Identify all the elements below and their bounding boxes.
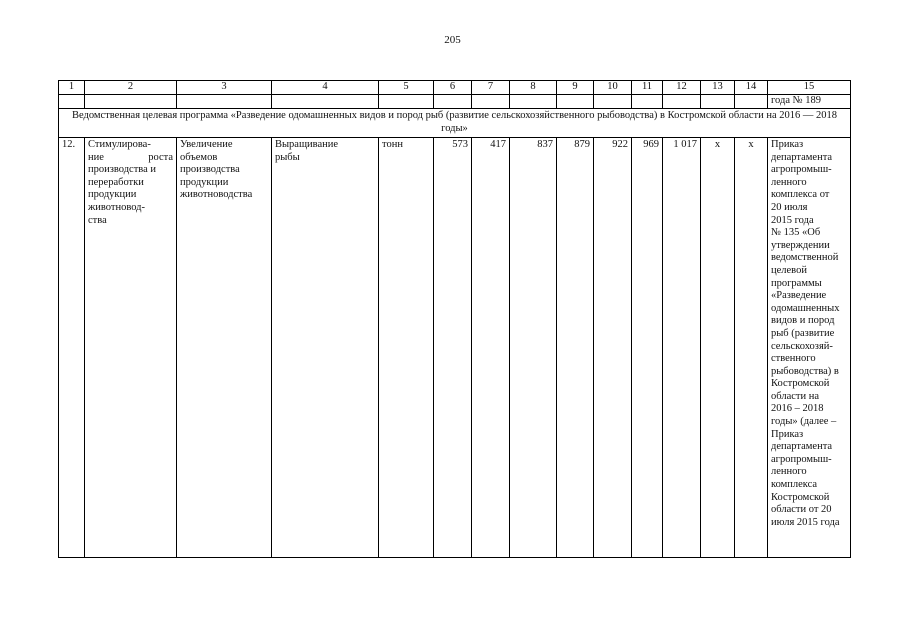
value-cell: 969 (632, 138, 663, 558)
continuation-cell: года № 189 (768, 95, 851, 109)
document-line: ведомственной (771, 252, 839, 264)
measure-cell: Выращивание рыбы (272, 138, 379, 558)
document-line: агропромыш- (771, 453, 832, 465)
document-cell (768, 138, 851, 558)
table-row (59, 138, 851, 558)
document-line: департамента (771, 151, 833, 163)
document-line: целевой (771, 264, 807, 276)
program-title: Ведомственная целевая программа «Разведение одомашненных видов и пород рыб (развитие сельскохозяйственного рыбоводства) в Костромской области на 2016 — 2018 годы» (59, 109, 851, 138)
header-cell: 15 (768, 81, 851, 95)
header-cell: 11 (632, 81, 663, 95)
document-line: «Разведение (771, 290, 827, 302)
document-line: утверждении (771, 239, 830, 251)
document-line: комплекса от (771, 189, 830, 201)
header-cell: 7 (472, 81, 510, 95)
document-line: годы» (далее – (771, 416, 837, 428)
value-cell: 417 (472, 138, 510, 558)
program-title-row (59, 109, 851, 138)
document-line: департамента (771, 441, 833, 453)
document-line: одомашненных (771, 302, 840, 314)
document-line: области на (771, 390, 820, 402)
program-table (58, 80, 851, 558)
document-line: ленного (771, 466, 807, 478)
value-cell: х (735, 138, 768, 558)
header-cell: 10 (594, 81, 632, 95)
document-line: области от 20 (771, 504, 832, 516)
header-cell: 13 (701, 81, 735, 95)
document-line: рыб (развитие (771, 327, 835, 339)
value-cell: 879 (557, 138, 594, 558)
indicator-cell: Увеличение объемов производства продукции животноводства (177, 138, 272, 558)
task-cell: Стимулирова- ние роста производства и переработки продукции животновод- ства (85, 138, 177, 558)
document-line: Костромской (771, 378, 830, 390)
document-line: агропромыш- (771, 164, 832, 176)
document-line: № 135 «Об (771, 227, 821, 239)
value-cell: 573 (434, 138, 472, 558)
value-cell: х (701, 138, 735, 558)
continuation-row (59, 95, 851, 109)
document-line: программы (771, 277, 822, 289)
document-line: июля 2015 года (771, 516, 840, 528)
row-number: 12. (59, 138, 85, 558)
document-line: Приказ (771, 428, 804, 440)
unit-cell: тонн (379, 138, 434, 558)
document-line: ленного (771, 176, 807, 188)
header-cell: 1 (59, 81, 85, 95)
header-cell: 5 (379, 81, 434, 95)
page-number: 205 (444, 34, 461, 46)
document-line: видов и пород (771, 315, 835, 327)
document-line: 2016 – 2018 (771, 403, 824, 415)
header-cell: 2 (85, 81, 177, 95)
document-line: 20 июля (771, 201, 808, 213)
header-row (59, 81, 851, 95)
document-line: Костромской (771, 491, 830, 503)
document-line: ственного (771, 353, 816, 365)
document-line: комплекса (771, 479, 818, 491)
header-cell: 8 (510, 81, 557, 95)
value-cell: 1 017 (663, 138, 701, 558)
header-cell: 14 (735, 81, 768, 95)
header-cell: 12 (663, 81, 701, 95)
value-cell: 922 (594, 138, 632, 558)
header-cell: 4 (272, 81, 379, 95)
value-cell: 837 (510, 138, 557, 558)
header-cell: 6 (434, 81, 472, 95)
document-line: сельскохозяй- (771, 340, 833, 352)
header-cell: 3 (177, 81, 272, 95)
document-line: рыбоводства) в (771, 365, 839, 377)
document-line: 2015 года (771, 214, 814, 226)
header-cell: 9 (557, 81, 594, 95)
document-line: Приказ (771, 139, 804, 150)
